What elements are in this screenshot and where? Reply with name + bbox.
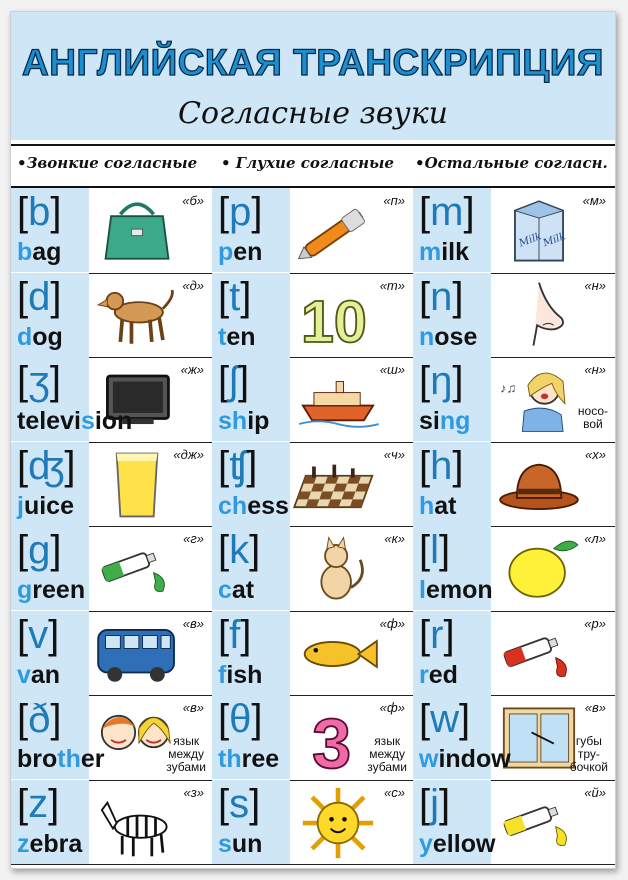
fish-icon: [292, 617, 384, 691]
russian-equivalent: «г»: [183, 531, 204, 546]
example-word-part: emon: [425, 576, 493, 604]
russian-equivalent: «х»: [585, 446, 606, 462]
sound-row: [11, 780, 615, 866]
example-word-part: uice: [23, 491, 74, 520]
russian-equivalent: «ш»: [379, 362, 405, 377]
sound-card: [11, 526, 212, 610]
example-word-highlight: th: [57, 745, 81, 773]
example-word: [17, 745, 105, 773]
example-word: [419, 661, 458, 689]
example-word-highlight: g: [17, 576, 33, 604]
example-word: [17, 830, 82, 858]
ipa-symbol-value: ʧ: [229, 443, 247, 488]
sound-card: [11, 695, 212, 779]
three-digit: 3: [312, 703, 352, 775]
example-word: [17, 238, 61, 266]
ipa-symbol-value: w: [430, 697, 460, 741]
sound-row: [11, 188, 615, 274]
russian-equivalent: «т»: [379, 277, 405, 293]
ipa-symbol-value: t: [229, 274, 241, 319]
ipa-symbol: [ð]: [17, 697, 62, 741]
yellow-paint-tube-icon: [493, 786, 585, 860]
example-word: [218, 576, 254, 604]
poster: [10, 11, 616, 869]
ipa-symbol: [b]: [17, 190, 62, 234]
example-word-part: ose: [434, 322, 478, 351]
russian-equivalent: «з»: [183, 784, 204, 800]
example-word: [419, 407, 470, 435]
sound-card: [413, 188, 614, 272]
russian-equivalent: «п»: [383, 193, 405, 208]
pronunciation-note-line: бочкой: [569, 760, 608, 774]
example-word-highlight: y: [419, 829, 433, 858]
sound-card: [11, 442, 212, 526]
example-word-part: un: [231, 829, 263, 858]
pronunciation-note-line: губы: [575, 734, 602, 748]
example-word-highlight: ng: [439, 407, 471, 435]
nose-icon: [493, 279, 585, 353]
sound-row: [11, 442, 615, 528]
russian-equivalent: «м»: [582, 193, 606, 208]
example-word: [419, 492, 457, 520]
van-icon: [91, 617, 183, 691]
sound-card: [413, 695, 614, 779]
ipa-symbol: [h]: [419, 443, 464, 488]
russian-equivalent: «в»: [182, 615, 204, 631]
sound-card: [413, 442, 614, 526]
ipa-symbol: [ʃ]: [218, 359, 250, 403]
ipa-symbol: [j]: [419, 781, 451, 826]
ipa-symbol-value: ð: [28, 697, 51, 741]
ipa-symbol-value: p: [229, 190, 252, 234]
example-word-highlight: j: [17, 491, 24, 520]
example-word-part: at: [231, 576, 255, 604]
ipa-symbol-value: n: [430, 274, 453, 319]
sound-card: [11, 188, 212, 272]
example-word: [218, 323, 256, 351]
sound-row: [11, 273, 615, 359]
ipa-symbol: [w]: [419, 697, 471, 741]
pronunciation-note-line: между: [369, 747, 406, 761]
ipa-symbol-value: b: [28, 190, 51, 234]
russian-equivalent: «в»: [182, 700, 204, 715]
example-word-highlight: b: [17, 238, 33, 266]
example-word-highlight: t: [218, 322, 227, 351]
poster-subtitle: Согласные звуки: [178, 96, 448, 131]
pronunciation-note-line: вой: [583, 417, 603, 431]
ipa-symbol-value: ʃ: [229, 359, 239, 403]
example-word-highlight: s: [80, 407, 95, 435]
milk-carton-icon: [493, 194, 585, 268]
example-word-part: ilk: [441, 238, 470, 266]
example-word-part: en: [226, 322, 256, 351]
russian-equivalent: «в»: [584, 700, 606, 715]
ipa-symbol-value: f: [229, 612, 241, 657]
ipa-symbol: [k]: [218, 528, 261, 572]
sound-card: [11, 780, 212, 864]
sound-card: [212, 442, 413, 526]
example-word-highlight: m: [419, 238, 442, 266]
ten-digits: 10: [301, 287, 367, 353]
pronunciation-note-line: зубами: [367, 760, 407, 774]
ipa-symbol: [t]: [218, 274, 252, 319]
example-word-part: ag: [32, 238, 62, 266]
column-heading-voiced: •Звонкие согласные: [17, 154, 198, 172]
russian-equivalent: «с»: [384, 784, 405, 800]
example-word: [17, 576, 85, 604]
example-word-part: ip: [247, 407, 270, 435]
ipa-symbol: [l]: [419, 528, 451, 572]
example-word-highlight: sh: [218, 407, 248, 435]
example-word-highlight: d: [17, 322, 33, 351]
example-word: [218, 238, 262, 266]
ipa-symbol-value: z: [28, 781, 49, 826]
juice-glass-icon: [91, 448, 183, 522]
sound-card: [413, 273, 614, 357]
ipa-symbol-value: r: [430, 612, 444, 657]
ipa-symbol: [p]: [218, 190, 263, 234]
russian-equivalent: «л»: [584, 531, 606, 546]
example-word-highlight: l: [419, 576, 426, 604]
ipa-symbol: [g]: [17, 528, 62, 572]
ship-icon: [292, 363, 384, 437]
russian-equivalent: «д»: [182, 277, 204, 293]
number-ten-icon: [292, 279, 384, 353]
ipa-symbol: [s]: [218, 781, 261, 826]
example-word: [218, 745, 279, 773]
russian-equivalent: «н»: [584, 277, 606, 293]
sound-card: [11, 611, 212, 695]
example-word: [419, 745, 511, 773]
ipa-symbol: [θ]: [218, 697, 263, 741]
example-word-highlight: w: [419, 745, 439, 773]
sound-card: [413, 780, 614, 864]
pronunciation-note: [367, 735, 407, 774]
russian-equivalent: «б»: [182, 193, 204, 208]
ipa-symbol: [n]: [419, 274, 464, 319]
example-word: [419, 576, 493, 604]
example-word: [218, 492, 289, 520]
russian-equivalent: «ф»: [379, 700, 405, 715]
example-word-highlight: ch: [218, 491, 248, 520]
lemon-icon: [493, 532, 585, 606]
pronunciation-note: [578, 405, 608, 431]
sound-row: [11, 611, 615, 697]
example-word: [17, 492, 74, 520]
ipa-symbol-value: h: [430, 443, 453, 488]
hat-icon: [493, 448, 585, 522]
example-word-highlight: n: [419, 322, 435, 351]
russian-equivalent: «дж»: [173, 446, 204, 462]
sound-card: [413, 526, 614, 610]
example-word-part: ish: [226, 660, 263, 689]
ipa-symbol: [ŋ]: [419, 359, 464, 403]
example-word-part: bro: [17, 745, 58, 773]
sound-card: [212, 357, 413, 441]
sound-card: [11, 357, 212, 441]
pronunciation-note: [166, 735, 206, 774]
example-word-highlight: c: [218, 576, 232, 604]
ipa-symbol-value: ŋ: [430, 359, 453, 403]
green-paint-tube-icon: [91, 532, 183, 606]
example-word-highlight: v: [17, 660, 31, 689]
example-word: [17, 407, 132, 435]
column-heading-voiceless: • Глухие согласные: [221, 154, 394, 172]
example-word-highlight: p: [218, 238, 234, 266]
russian-equivalent: «ч»: [383, 446, 405, 462]
russian-equivalent: «й»: [584, 784, 606, 800]
ipa-symbol: [ʤ]: [17, 443, 76, 488]
ipa-symbol-value: v: [28, 612, 49, 657]
dog-icon: [91, 279, 183, 353]
ipa-symbol-value: s: [229, 781, 250, 826]
cat-icon: [292, 532, 384, 606]
example-word: [419, 830, 495, 858]
sun-icon: [292, 786, 384, 860]
sound-row: [11, 695, 615, 781]
pronunciation-note: [570, 735, 608, 774]
example-word-part: si: [419, 407, 440, 435]
chess-board-icon: [292, 448, 384, 522]
sound-card: [11, 273, 212, 357]
example-word-part: reen: [32, 576, 86, 604]
example-word-part: an: [30, 660, 61, 689]
example-word-part: en: [233, 238, 263, 266]
example-word-part: ed: [428, 660, 458, 689]
sound-row: [11, 526, 615, 612]
ipa-symbol: [ʒ]: [17, 359, 62, 403]
example-word-part: at: [434, 491, 457, 520]
ipa-symbol: [m]: [419, 190, 475, 234]
ipa-symbol: [ʧ]: [218, 443, 258, 488]
sound-card: [212, 188, 413, 272]
pronunciation-note-line: язык: [374, 734, 401, 748]
sound-row: [11, 357, 615, 443]
example-word-part: ebra: [29, 829, 83, 858]
sound-card: [212, 695, 413, 779]
ipa-symbol-value: g: [28, 528, 51, 572]
ipa-symbol-value: m: [430, 190, 464, 234]
example-word-part: indow: [438, 745, 511, 773]
poster-title: АНГЛИЙСКАЯ ТРАНСКРИПЦИЯ: [22, 42, 604, 83]
example-word: [218, 661, 262, 689]
milk-label-left: Milk: [517, 231, 544, 250]
example-word-part: televi: [17, 407, 81, 435]
example-word-highlight: r: [419, 660, 429, 689]
sound-card: [413, 611, 614, 695]
example-word-part: ess: [247, 491, 289, 520]
example-word: [218, 830, 262, 858]
example-word-part: er: [80, 745, 105, 773]
example-word-part: ion: [94, 407, 133, 435]
column-heading-other: •Остальные согласн.: [415, 154, 608, 172]
ipa-symbol: [v]: [17, 612, 60, 657]
example-word: [17, 661, 60, 689]
ipa-symbol: [z]: [17, 781, 60, 826]
svg-text:♪♫: ♪♫: [500, 380, 517, 396]
milk-label-right: Milk: [541, 231, 568, 250]
ipa-symbol-value: ʤ: [28, 443, 65, 488]
example-word-part: ellow: [432, 829, 496, 858]
example-word: [419, 323, 477, 351]
sound-card: [212, 611, 413, 695]
pronunciation-note-line: между: [168, 747, 205, 761]
pronunciation-note-line: носо-: [577, 404, 608, 418]
ipa-symbol-value: j: [430, 781, 440, 826]
example-word-highlight: th: [218, 745, 242, 773]
russian-equivalent: «ж»: [180, 362, 204, 377]
poster-header: [11, 12, 615, 140]
russian-equivalent: «ф»: [379, 615, 405, 631]
handbag-icon: [91, 194, 183, 268]
pen-icon: [292, 194, 384, 268]
example-word-highlight: z: [17, 829, 30, 858]
sound-card: [212, 526, 413, 610]
singing-girl-icon: [493, 363, 585, 437]
ipa-symbol-value: ʒ: [28, 359, 50, 403]
pronunciation-note-line: язык: [173, 734, 200, 748]
example-word: [218, 407, 269, 435]
sound-card: [413, 357, 614, 441]
column-headings: [11, 144, 615, 188]
pronunciation-note-line: зубами: [166, 760, 206, 774]
ipa-symbol: [f]: [218, 612, 252, 657]
example-word-part: og: [32, 322, 63, 351]
example-word-highlight: h: [419, 491, 435, 520]
example-word-part: ree: [241, 745, 280, 773]
red-paint-tube-icon: [493, 617, 585, 691]
ipa-symbol: [d]: [17, 274, 62, 319]
ipa-symbol-value: d: [28, 274, 51, 319]
example-word-highlight: s: [218, 829, 232, 858]
russian-equivalent: «р»: [584, 615, 606, 631]
sound-card: [212, 273, 413, 357]
example-word-highlight: f: [218, 660, 227, 689]
ipa-symbol: [r]: [419, 612, 455, 657]
sound-card: [212, 780, 413, 864]
zebra-icon: [91, 786, 183, 860]
russian-equivalent: «н»: [584, 362, 606, 377]
example-word: [17, 323, 63, 351]
russian-equivalent: «к»: [384, 531, 405, 546]
ipa-symbol-value: l: [430, 528, 440, 572]
pronunciation-note-line: тру-: [577, 747, 600, 761]
ipa-symbol-value: k: [229, 528, 250, 572]
ipa-symbol-value: θ: [229, 697, 252, 741]
example-word: [419, 238, 469, 266]
